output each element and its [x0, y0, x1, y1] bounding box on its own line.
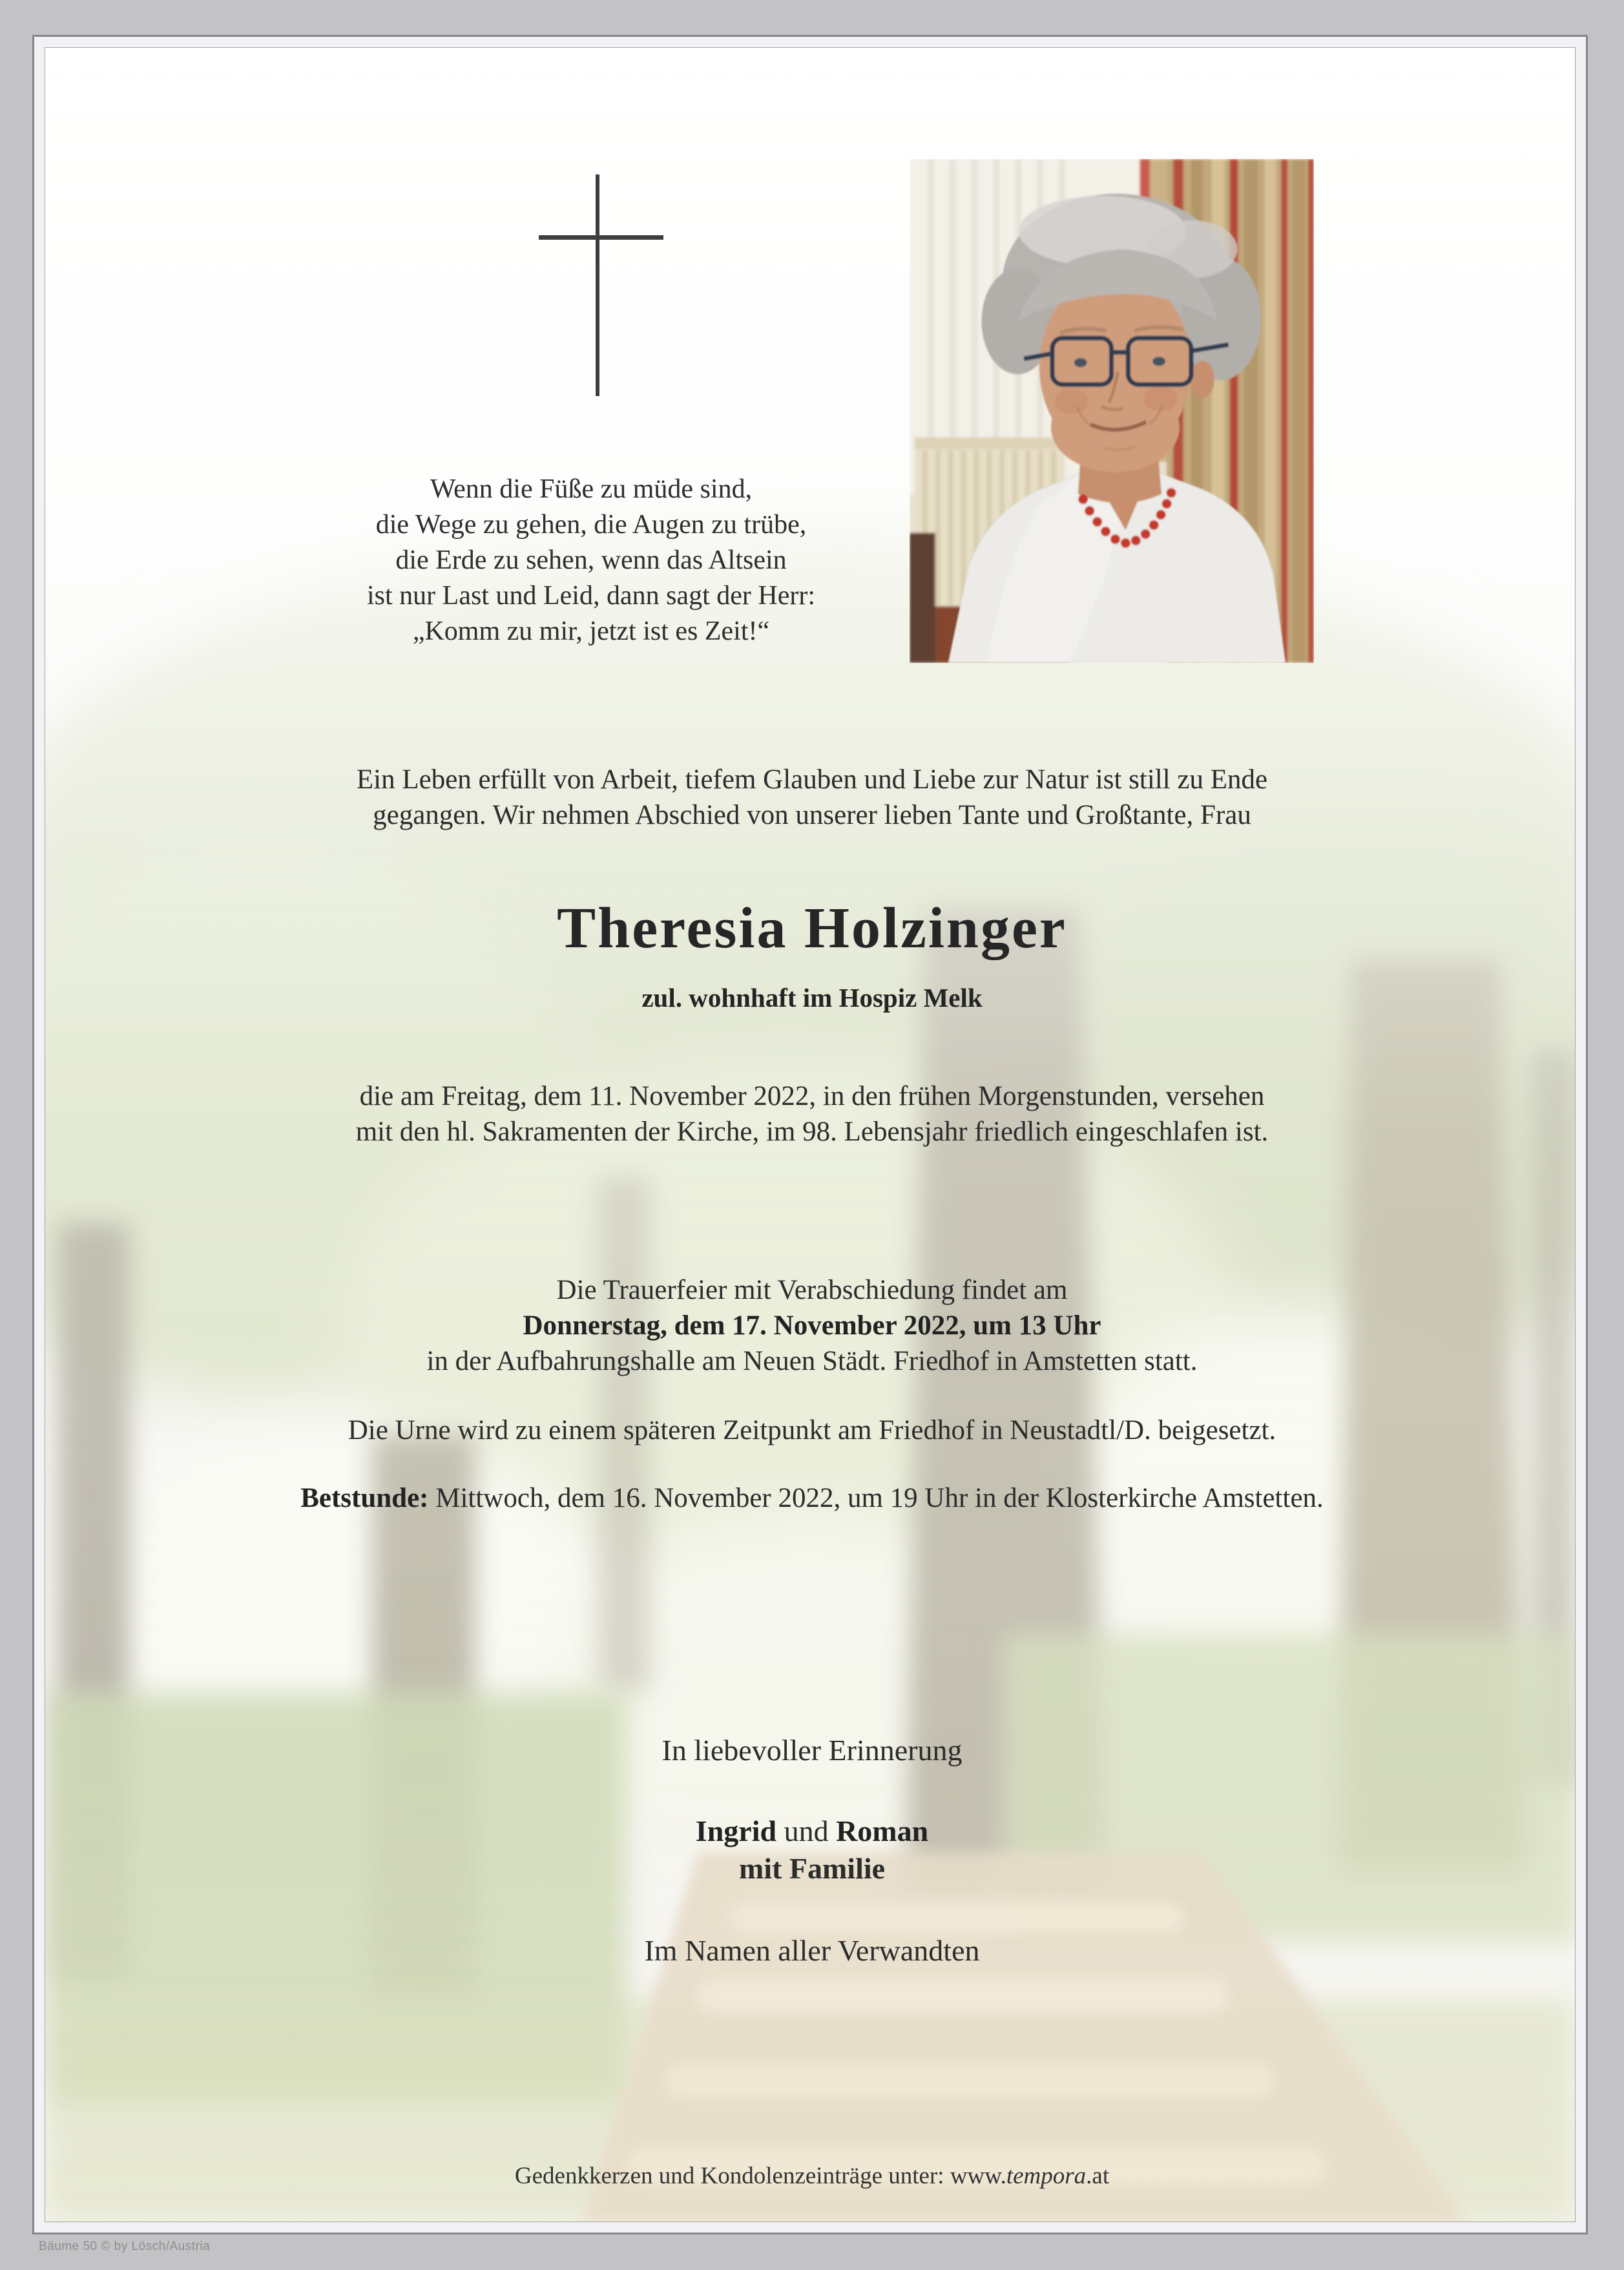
- footer-text-suffix: .at: [1086, 2163, 1110, 2189]
- tempora-brand: tempora: [1006, 2163, 1087, 2189]
- closing-line: Im Namen aller Verwandten: [644, 1934, 980, 1967]
- funeral-date-line: Donnerstag, dem 17. November 2022, um 13 Uhr: [523, 1310, 1101, 1341]
- funeral-place-line: in der Aufbahrungshalle am Neuen Städt. Friedhof in Amstetten statt.: [426, 1346, 1198, 1376]
- footer-text: Gedenkkerzen und Kondolenzeinträge unter: www.: [514, 2163, 1006, 2189]
- intro-paragraph: [103, 762, 1521, 833]
- urn-notice: Die Urne wird zu einem späteren Zeitpunkt am Friedhof in Neustadtl/D. beigesetzt.: [348, 1415, 1276, 1445]
- mourners-line: [103, 1813, 1521, 1850]
- poem-line: „Komm zu mir, jetzt ist es Zeit!“: [412, 616, 770, 646]
- mourner-conjunction: und: [776, 1814, 837, 1847]
- poem-line: die Wege zu gehen, die Augen zu trübe,: [375, 510, 807, 540]
- poem-line: ist nur Last und Leid, dann sagt der Herr:: [367, 581, 815, 611]
- deceased-name: Theresia Holzinger: [557, 896, 1067, 960]
- mourner-name: Ingrid: [695, 1814, 777, 1847]
- funeral-block: [103, 1272, 1521, 1379]
- funeral-intro-line: Die Trauerfeier mit Verabschiedung findet am: [556, 1275, 1068, 1305]
- footer-condolence-line: [103, 2162, 1521, 2190]
- prayer-hour-text: Mittwoch, dem 16. November 2022, um 19 Uhr in der Klosterkirche Amstetten.: [428, 1483, 1324, 1513]
- deceased-residence: zul. wohnhaft im Hospiz Melk: [641, 983, 983, 1013]
- poem-line: Wenn die Füße zu müde sind,: [430, 474, 753, 504]
- cross-vertical-bar: [596, 174, 599, 396]
- remembrance-heading: In liebevoller Erinnerung: [661, 1734, 963, 1767]
- prayer-hour-label: Betstunde:: [300, 1483, 429, 1513]
- background-credit: Bäume 50 © by Lösch/Austria: [39, 2240, 211, 2253]
- intro-line: Ein Leben erfüllt von Arbeit, tiefem Glauben und Liebe zur Natur ist still zu Ende: [356, 764, 1268, 795]
- poem-block: [194, 472, 988, 649]
- intro-line: gegangen. Wir nehmen Abschied von unserer lieben Tante und Großtante, Frau: [373, 800, 1251, 830]
- family-line: mit Familie: [738, 1852, 886, 1885]
- death-notice-line: die am Freitag, dem 11. November 2022, in den frühen Morgenstunden, versehen: [359, 1081, 1265, 1111]
- mourner-name: Roman: [836, 1814, 929, 1847]
- death-notice: [103, 1078, 1521, 1150]
- death-notice-line: mit den hl. Sakramenten der Kirche, im 98. Lebensjahr friedlich eingeschlafen ist.: [355, 1117, 1269, 1147]
- poem-line: die Erde zu sehen, wenn das Altsein: [395, 545, 787, 575]
- cross-horizontal-bar: [539, 235, 663, 240]
- prayer-hour-line: [103, 1480, 1521, 1516]
